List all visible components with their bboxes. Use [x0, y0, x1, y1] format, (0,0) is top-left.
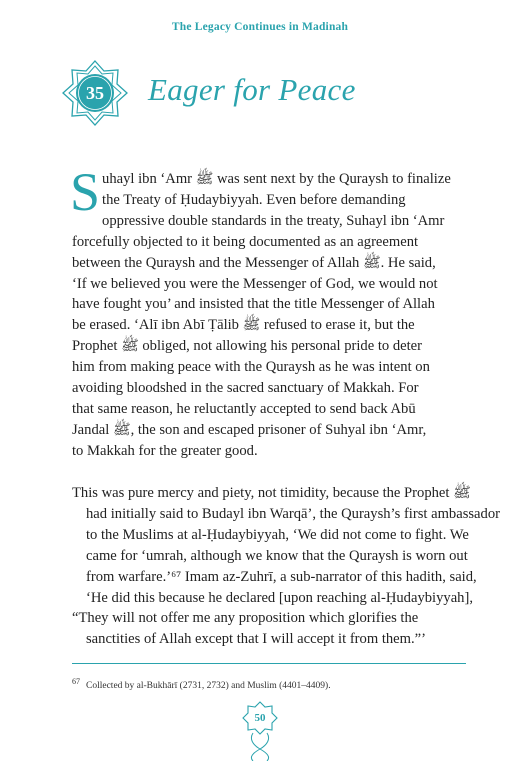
text-line: the Treaty of Ḥudaybiyyah. Even before demanding	[102, 191, 406, 208]
footnote	[72, 677, 331, 691]
text-line: This was pure mercy and piety, not timidity, because the Prophet ﷺ	[72, 485, 471, 501]
text-line: avoiding bloodshed in the sacred sanctuary of Makkah. For	[72, 380, 419, 397]
text-line: came for ‘umrah, although we know that the Quraysh is worn out	[86, 547, 468, 564]
chapter-title: Eager for Peace	[148, 72, 356, 107]
running-header: The Legacy Continues in Madinah	[171, 21, 349, 33]
text-line: have fought you’ and insisted that the title Messenger of Allah	[72, 296, 435, 313]
text-line: be erased. ‘Alī ibn Abī Ṭālib ﷺ refused to erase it, but the	[72, 317, 415, 334]
text-line: uhayl ibn ‘Amr ﷺ was sent next by the Quraysh to finalize	[102, 171, 451, 187]
text-line: him from making peace with the Quraysh as he was intent on	[72, 359, 430, 376]
text-line: had initially said to Budayl ibn Warqā’, the Quraysh’s first ambassador	[86, 505, 500, 522]
page-number-ornament-icon	[231, 699, 289, 761]
drop-cap: S	[70, 162, 101, 222]
text-line: that same reason, he reluctantly accepted to send back Abū	[72, 400, 416, 417]
text-line: Jandal ﷺ, the son and escaped prisoner of Suhyal ibn ‘Amr,	[72, 421, 427, 438]
text-line: Prophet ﷺ obliged, not allowing his personal pride to deter	[72, 338, 423, 355]
text-line: ‘If we believed you were the Messenger of God, we would not	[72, 275, 438, 292]
text-line: ‘He did this because he declared [upon reaching al-Ḥudaybiyyah],	[86, 589, 473, 606]
paragraph-2	[72, 483, 500, 650]
text-line: oppressive double standards in the treaty, Suhayl ibn ‘Amr	[102, 212, 445, 229]
text-line: “They will not offer me any proposition which glorifies the	[72, 610, 419, 627]
text-line: sanctities of Allah except that I will accept it from them.”’	[86, 631, 426, 648]
text-line: to Makkah for the greater good.	[72, 442, 258, 459]
text-line: forcefully objected to it being documented as an agreement	[72, 233, 419, 250]
footnote-divider	[72, 663, 466, 664]
footnote-marker: 67	[72, 677, 80, 686]
paragraph-1	[70, 162, 472, 462]
footnote-text: Collected by al-Bukhārī (2731, 2732) and Muslim (4401–4409).	[86, 681, 331, 692]
text-line: between the Quraysh and the Messenger of Allah ﷺ. He said,	[72, 254, 436, 271]
page-number: 50	[254, 712, 266, 724]
text-line: to the Muslims at al-Ḥudaybiyyah, ‘We did not come to fight. We	[86, 526, 469, 543]
chapter-number: 35	[86, 82, 104, 103]
text-line: from warfare.’⁶⁷ Imam az-Zuhrī, a sub-narrator of this hadith, said,	[86, 568, 477, 585]
